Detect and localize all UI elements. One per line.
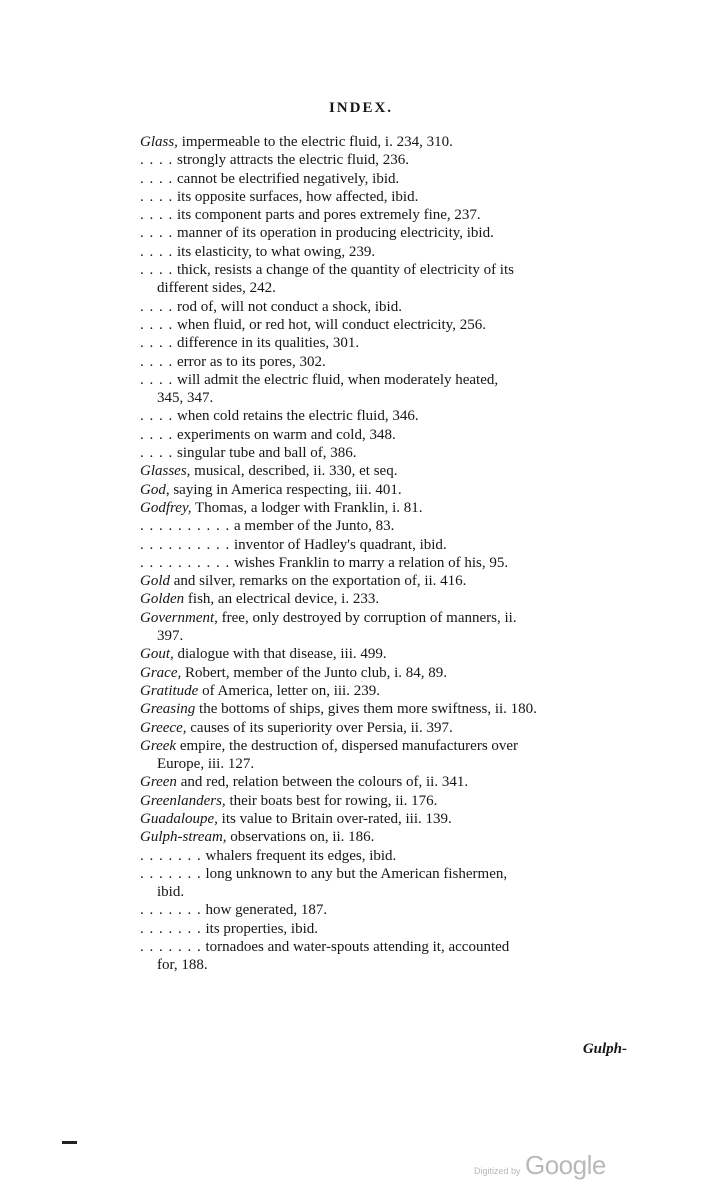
entry-text: when fluid, or red hot, will conduct electricity, 256. xyxy=(177,316,486,333)
entry-text: empire, the destruction of, dispersed manufacturers over xyxy=(179,737,519,754)
entry-text: singular tube and ball of, 386. xyxy=(177,445,357,462)
entry-text: free, only destroyed by corruption of manners, ii. xyxy=(221,609,517,626)
entry-text: of America, letter on, iii. 239. xyxy=(202,682,380,699)
index-entry xyxy=(140,371,630,389)
entry-text: how generated, 187. xyxy=(205,902,328,919)
index-entry xyxy=(140,572,630,590)
entry-text: when cold retains the electric fluid, 346. xyxy=(177,408,419,425)
index-entry xyxy=(140,773,630,791)
entry-text: difference in its qualities, 301. xyxy=(177,335,360,352)
entry-text: their boats best for rowing, ii. 176. xyxy=(229,792,438,809)
index-entry xyxy=(140,316,630,334)
index-entry xyxy=(140,407,630,425)
entry-heading: Glasses, xyxy=(140,463,191,480)
entry-leader-dots: . . . . xyxy=(140,426,174,443)
index-entry xyxy=(140,792,630,810)
entry-text: saying in America respecting, iii. 401. xyxy=(173,481,402,498)
page-edge-mark xyxy=(62,1141,77,1144)
entry-leader-dots: . . . . xyxy=(140,188,174,205)
index-entry xyxy=(140,810,630,828)
index-entry xyxy=(140,901,630,919)
entry-text: cannot be electrified negatively, ibid. xyxy=(177,170,400,187)
entry-heading: Green xyxy=(140,774,177,791)
entry-leader-dots: . . . . . . . . . . xyxy=(140,518,231,535)
entry-heading: Gratitude xyxy=(140,682,199,699)
watermark-brand: Google xyxy=(524,1150,606,1180)
entry-text: fish, an electrical device, i. 233. xyxy=(187,591,380,608)
entry-heading: Gulph-stream, xyxy=(140,829,227,846)
index-entry xyxy=(140,243,630,261)
page-header: INDEX. xyxy=(328,100,394,116)
entry-leader-dots: . . . . xyxy=(140,335,174,352)
entry-heading: Golden xyxy=(140,591,185,608)
index-entry xyxy=(140,554,630,572)
index-entries xyxy=(140,133,630,975)
entry-text: its elasticity, to what owing, 239. xyxy=(177,243,376,260)
entry-leader-dots: . . . . xyxy=(140,207,174,224)
index-entry xyxy=(140,224,630,242)
entry-text: dialogue with that disease, iii. 499. xyxy=(177,646,387,663)
entry-leader-dots: . . . . . . . xyxy=(140,920,202,937)
entry-leader-dots: . . . . xyxy=(140,371,174,388)
entry-heading: Godfrey, xyxy=(140,499,192,516)
index-entry xyxy=(140,682,630,700)
entry-continuation: different sides, 242. xyxy=(157,280,276,297)
entry-leader-dots: . . . . xyxy=(140,408,174,425)
entry-continuation: Europe, iii. 127. xyxy=(157,756,255,773)
index-entry xyxy=(140,206,630,224)
entry-heading: Greenlanders, xyxy=(140,792,226,809)
entry-leader-dots: . . . . xyxy=(140,243,174,260)
entry-heading: Gold xyxy=(140,573,170,590)
entry-leader-dots: . . . . xyxy=(140,262,174,279)
entry-heading: Guadaloupe, xyxy=(140,810,218,827)
entry-text: a member of the Junto, 83. xyxy=(234,518,395,535)
entry-heading: Greece, xyxy=(140,719,187,736)
catchword: Gulph- xyxy=(582,1041,627,1057)
entry-text: error as to its pores, 302. xyxy=(177,353,326,370)
entry-continuation: 397. xyxy=(157,628,184,645)
index-entry xyxy=(140,426,630,444)
index-entry xyxy=(140,590,630,608)
index-entry xyxy=(140,536,630,554)
entry-heading: Greek xyxy=(140,737,177,754)
entry-leader-dots: . . . . xyxy=(140,298,174,315)
entry-text: its component parts and pores extremely fine, 237. xyxy=(177,207,481,224)
watermark-prefix: Digitized by xyxy=(474,1166,521,1176)
index-entry xyxy=(140,719,630,737)
index-entry xyxy=(140,664,630,682)
entry-text: experiments on warm and cold, 348. xyxy=(177,426,396,443)
entry-continuation: for, 188. xyxy=(157,957,208,974)
entry-leader-dots: . . . . xyxy=(140,225,174,242)
entry-text: strongly attracts the electric fluid, 236. xyxy=(177,152,410,169)
entry-text: musical, described, ii. 330, et seq. xyxy=(194,463,398,480)
entry-leader-dots: . . . . . . . xyxy=(140,865,202,882)
entry-continuation: ibid. xyxy=(157,884,185,901)
entry-text: tornadoes and water-spouts attending it, accounted xyxy=(205,939,510,956)
entry-text: thick, resists a change of the quantity of electricity of its xyxy=(177,262,514,279)
entry-leader-dots: . . . . xyxy=(140,353,174,370)
entry-text: whalers frequent its edges, ibid. xyxy=(205,847,397,864)
entry-text: its opposite surfaces, how affected, ibid. xyxy=(177,188,419,205)
entry-text: inventor of Hadley's quadrant, ibid. xyxy=(234,536,447,553)
entry-heading: Government, xyxy=(140,609,218,626)
entry-text: will admit the electric fluid, when moderately heated, xyxy=(177,371,499,388)
entry-text: causes of its superiority over Persia, ii. 397. xyxy=(190,719,453,736)
entry-text: its value to Britain over-rated, iii. 139. xyxy=(221,810,452,827)
index-entry xyxy=(140,481,630,499)
index-entry xyxy=(140,499,630,517)
entry-leader-dots: . . . . . . . xyxy=(140,847,202,864)
entry-text: long unknown to any but the American fishermen, xyxy=(205,865,508,882)
index-entry xyxy=(140,261,630,279)
index-entry xyxy=(140,645,630,663)
index-entry xyxy=(140,334,630,352)
entry-leader-dots: . . . . . . . . . . xyxy=(140,554,231,571)
digitized-watermark xyxy=(474,1150,606,1181)
index-entry xyxy=(140,938,630,956)
index-entry xyxy=(140,353,630,371)
index-entry xyxy=(140,188,630,206)
index-entry xyxy=(140,828,630,846)
index-entry xyxy=(140,847,630,865)
index-entry xyxy=(140,133,630,151)
entry-heading: Gout, xyxy=(140,646,174,663)
entry-text: impermeable to the electric fluid, i. 234, 310. xyxy=(181,134,453,150)
index-entry xyxy=(140,737,630,755)
entry-text: Thomas, a lodger with Franklin, i. 81. xyxy=(195,499,423,516)
entry-text: wishes Franklin to marry a relation of his, 95. xyxy=(234,554,509,571)
entry-heading: Grace, xyxy=(140,664,182,681)
index-entry xyxy=(140,920,630,938)
entry-text: its properties, ibid. xyxy=(205,920,318,937)
entry-text: and red, relation between the colours of, ii. 341. xyxy=(180,774,469,791)
entry-text: rod of, will not conduct a shock, ibid. xyxy=(177,298,402,315)
entry-leader-dots: . . . . . . . xyxy=(140,939,202,956)
entry-heading: God, xyxy=(140,481,170,498)
entry-leader-dots: . . . . xyxy=(140,152,174,169)
entry-leader-dots: . . . . xyxy=(140,445,174,462)
entry-text: and silver, remarks on the exportation of, ii. 416. xyxy=(173,573,467,590)
index-entry xyxy=(140,700,630,718)
index-entry xyxy=(140,170,630,188)
entry-leader-dots: . . . . . . . xyxy=(140,902,202,919)
index-entry xyxy=(140,444,630,462)
entry-heading: Glass, xyxy=(140,134,178,150)
entry-text: the bottoms of ships, gives them more swiftness, ii. 180. xyxy=(199,701,537,718)
entry-leader-dots: . . . . xyxy=(140,170,174,187)
index-entry xyxy=(140,865,630,883)
index-entry xyxy=(140,609,630,627)
entry-text: manner of its operation in producing electricity, ibid. xyxy=(177,225,494,242)
entry-leader-dots: . . . . xyxy=(140,316,174,333)
entry-continuation: 345, 347. xyxy=(157,390,214,407)
index-entry xyxy=(140,298,630,316)
index-entry xyxy=(140,517,630,535)
entry-text: Robert, member of the Junto club, i. 84, 89. xyxy=(185,664,448,681)
entry-leader-dots: . . . . . . . . . . xyxy=(140,536,231,553)
entry-heading: Greasing xyxy=(140,701,196,718)
index-entry xyxy=(140,151,630,169)
entry-text: observations on, ii. 186. xyxy=(230,829,375,846)
index-entry xyxy=(140,462,630,480)
